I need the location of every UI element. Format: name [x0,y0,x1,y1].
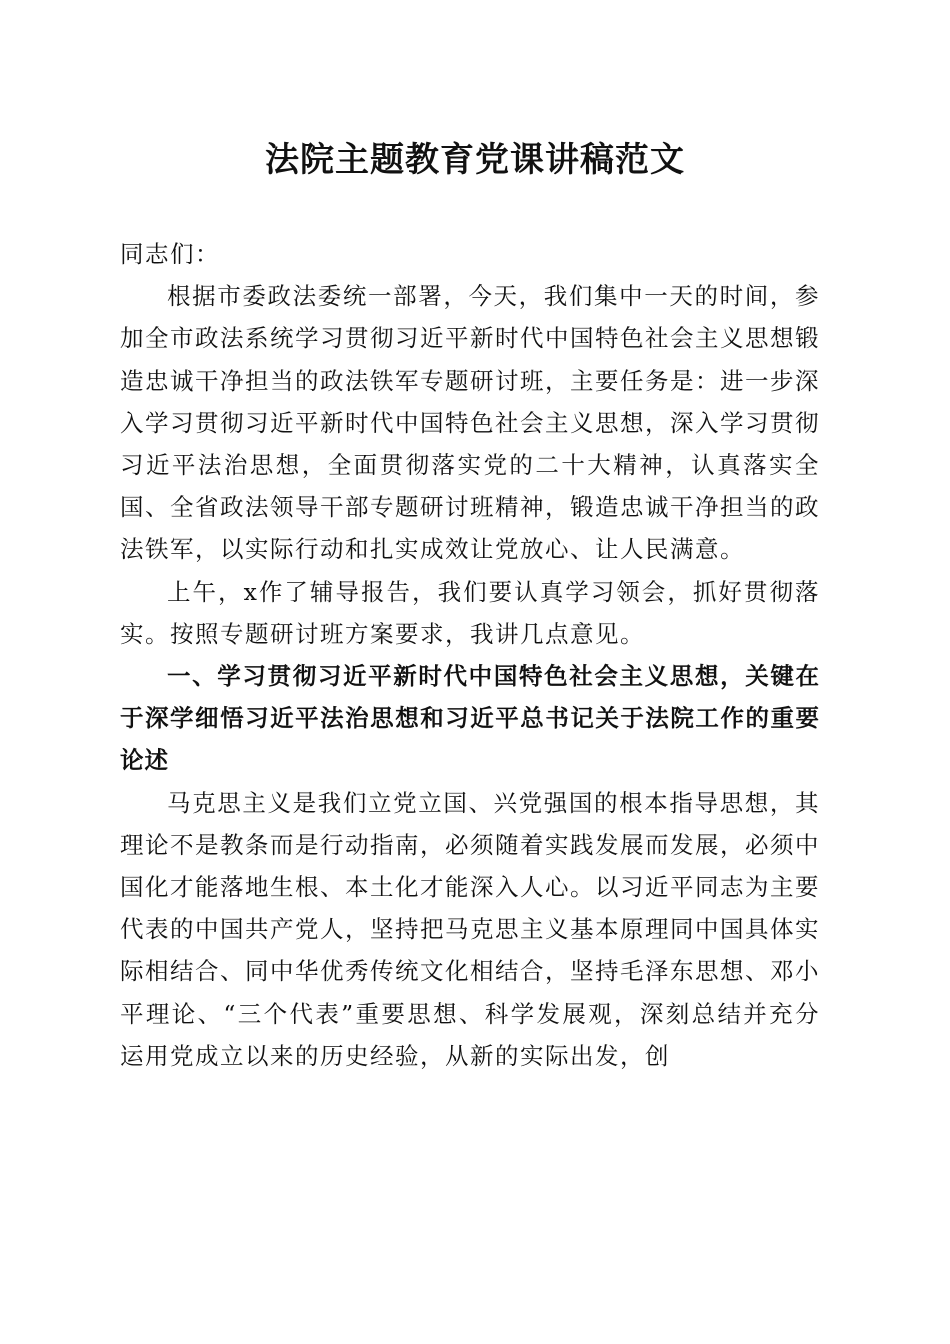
paragraph-marxism: 马克思主义是我们立党立国、兴党强国的根本指导思想，其理论不是教条而是行动指南，必须随着实践发展而发展，必须中国化才能落地生根、本土化才能深入人心。以习近平同志为主要代表的中国共产党人，坚持把马克思主义基本原理同中国具体实际相结合、同中华优秀传统文化相结合，坚持毛泽东思想、邓小平理论、“三个代表”重要思想、科学发展观，深刻总结并充分运用党成立以来的历史经验，从新的实际出发，创 [120,788,820,1070]
section-heading-1: 一、学习贯彻习近平新时代中国特色社会主义思想，关键在于深学细悟习近平法治思想和习近平总书记关于法院工作的重要论述 [120,662,820,775]
salutation: 同志们： [120,240,220,268]
paragraph-report: 上午，x作了辅导报告，我们要认真学习领会，抓好贯彻落实。按照专题研讨班方案要求，我讲几点意见。 [120,577,820,648]
paragraph-intro: 根据市委政法委统一部署，今天，我们集中一天的时间，参加全市政法系统学习贯彻习近平新时代中国特色社会主义思想锻造忠诚干净担当的政法铁军专题研讨班，主要任务是：进一步深入学习贯彻习近平新时代中国特色社会主义思想，深入学习贯彻习近平法治思想，全面贯彻落实党的二十大精神，认真落实全国、全省政法领导干部专题研讨班精神，锻造忠诚干净担当的政法铁军，以实际行动和扎实成效让党放心、让人民满意。 [120,282,820,564]
document-title: 法院主题教育党课讲稿范文 [265,140,685,180]
document-body [120,233,820,1077]
